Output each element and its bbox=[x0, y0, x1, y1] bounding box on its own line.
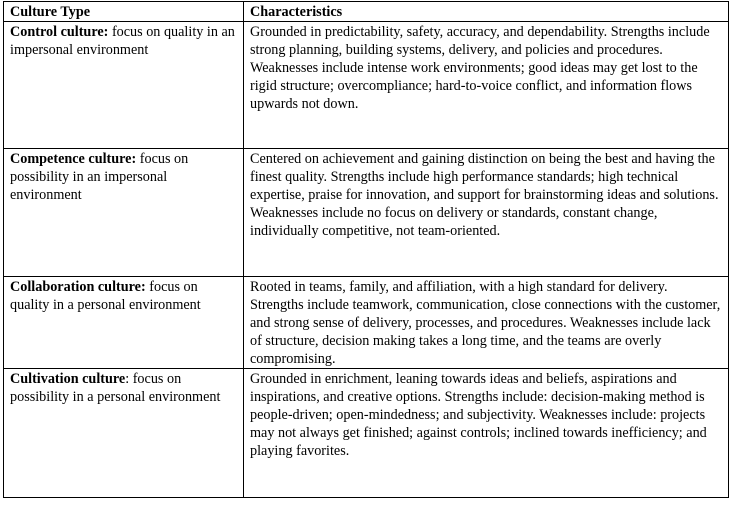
culture-type-focus: focus on quality in an impersonal environment bbox=[10, 24, 235, 58]
culture-type-name: Cultivation culture bbox=[10, 371, 126, 387]
culture-type-focus: : focus on possibility in a personal environment bbox=[10, 371, 221, 405]
culture-type-name: Competence culture: bbox=[10, 151, 137, 167]
culture-type-table bbox=[3, 1, 729, 498]
culture-type-focus: focus on quality in a personal environment bbox=[10, 279, 201, 313]
characteristics-text: Grounded in predictability, safety, accuracy, and dependability. Strengths include strong planning, building systems, delivery, and policies and procedures. Weaknesses include intense work environments; good ideas may get lost to the rigid structure; overcompliance; hard-to-voice conflict, and information flows upwards not down. bbox=[250, 24, 710, 112]
culture-type-cell bbox=[4, 149, 244, 277]
characteristics-cell bbox=[244, 369, 729, 498]
characteristics-text: Centered on achievement and gaining distinction on being the best and having the finest quality. Strengths include high performance standards; high technical expertise, praise for innovation, and support for brainstorming ideas and solutions. Weaknesses include no focus on delivery or standards, constant change, individually competitive, not team-oriented. bbox=[250, 151, 719, 239]
characteristics-cell bbox=[244, 149, 729, 277]
characteristics-text: Rooted in teams, family, and affiliation, with a high standard for delivery. Strengths include teamwork, communication, close connections with the customer, and strong sense of delivery, processes, and procedures. Weaknesses include lack of structure, decision making takes a long time, and the teams are overly compromising. bbox=[250, 279, 721, 367]
culture-type-name: Collaboration culture: bbox=[10, 279, 146, 295]
table-row bbox=[4, 149, 729, 277]
culture-type-focus: focus on possibility in an impersonal environment bbox=[10, 151, 189, 203]
table-row bbox=[4, 22, 729, 149]
header-culture-type: Culture Type bbox=[4, 2, 244, 22]
culture-type-cell bbox=[4, 277, 244, 369]
culture-type-cell bbox=[4, 369, 244, 498]
characteristics-cell bbox=[244, 277, 729, 369]
culture-type-cell bbox=[4, 22, 244, 149]
characteristics-cell bbox=[244, 22, 729, 149]
table-header-row bbox=[4, 2, 729, 22]
culture-type-name: Control culture: bbox=[10, 24, 109, 40]
header-characteristics: Characteristics bbox=[244, 2, 729, 22]
table-row bbox=[4, 277, 729, 369]
characteristics-text: Grounded in enrichment, leaning towards ideas and beliefs, aspirations and inspirations, and creative options. Strengths include: decision-making method is people-driven; open-mindedness; and subjectivity. Weaknesses include: projects may not always get finished; against controls; inclined towards inefficiency; and playing favorites. bbox=[250, 371, 707, 459]
table-row bbox=[4, 369, 729, 498]
